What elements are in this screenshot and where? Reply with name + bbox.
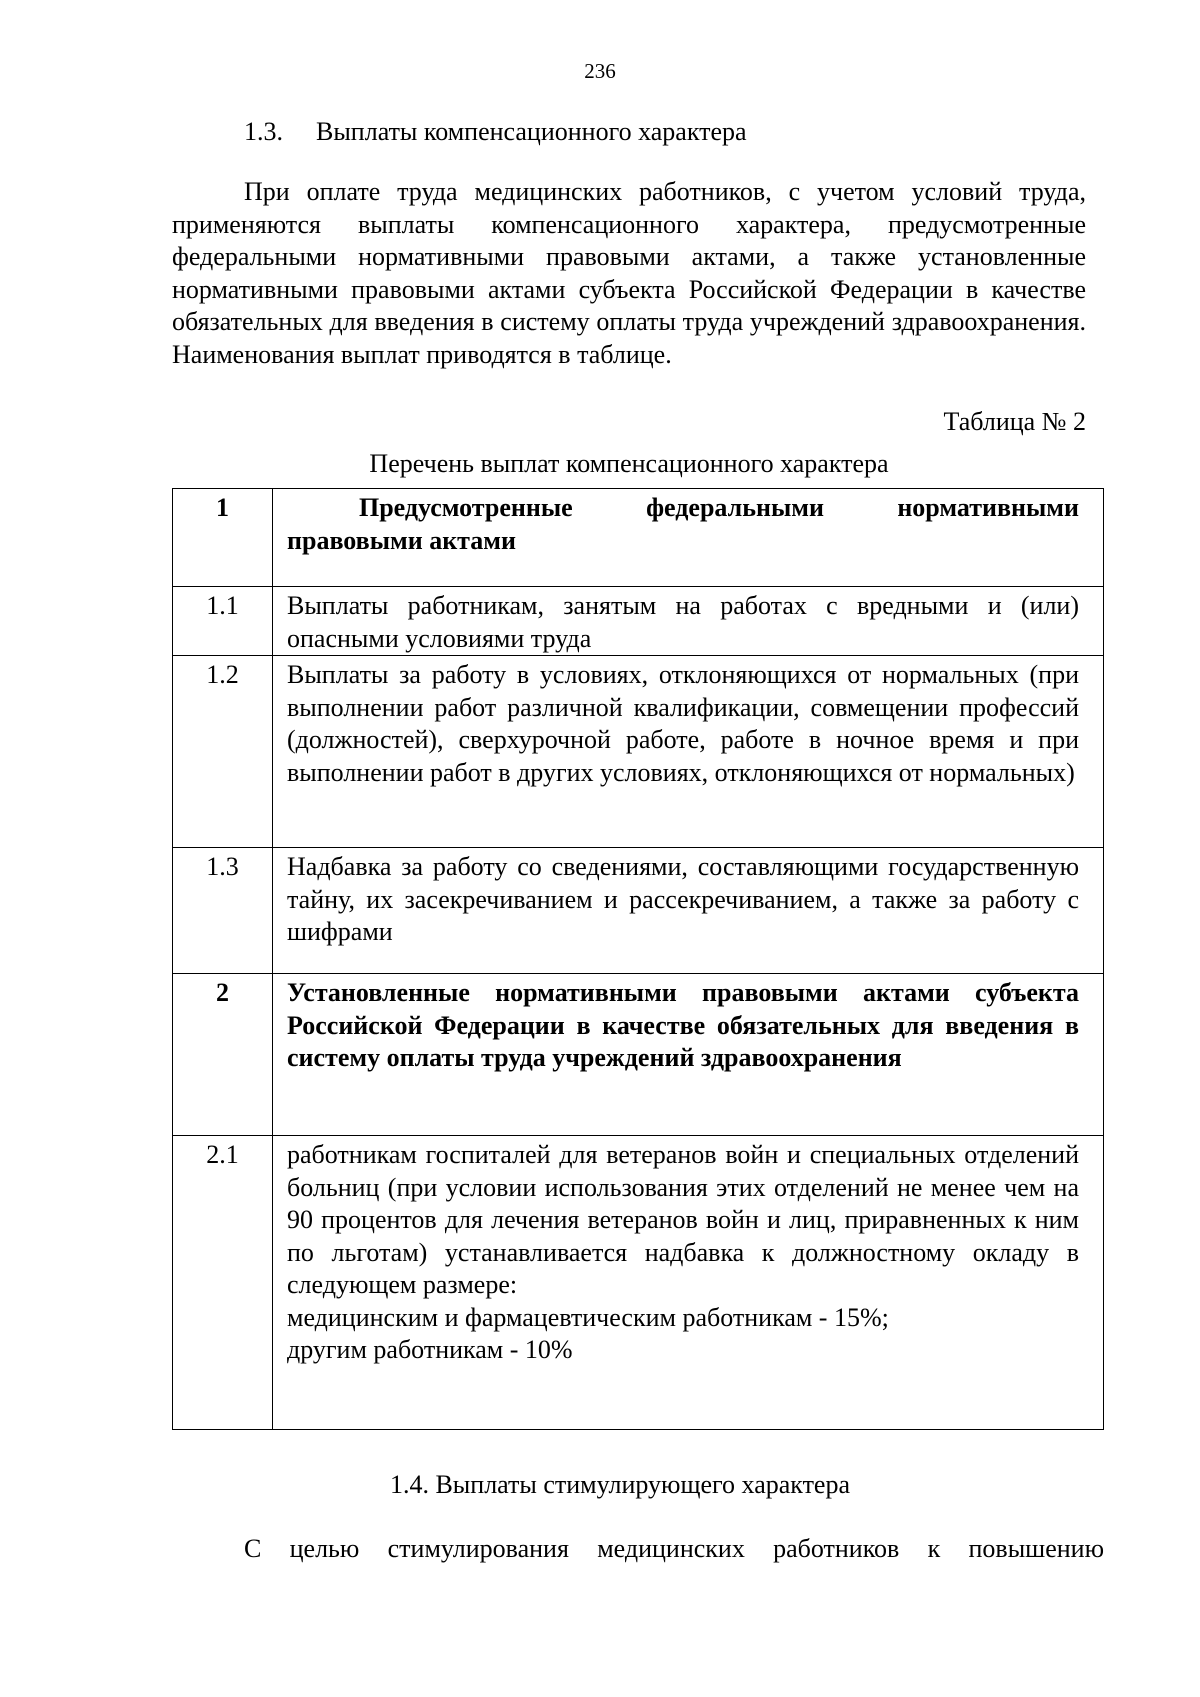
row-text-line-3: другим работникам - 10% <box>287 1335 573 1364</box>
section-title-text: Выплаты компенсационного характера <box>316 117 747 146</box>
row-text: Выплаты работникам, занятым на работах с вредными и (или) опасными условиями труда <box>273 587 1104 656</box>
table-row <box>173 974 1104 1136</box>
table-title: Перечень выплат компенсационного характера <box>369 449 889 478</box>
row-text: Предусмотренные федеральными нормативными правовыми актами <box>273 489 1104 587</box>
subsection-heading: 1.4. Выплаты стимулирующего характера <box>389 1470 851 1499</box>
row-text: Выплаты за работу в условиях, отклоняющихся от нормальных (при выполнении работ различной квалификации, совмещении профессий (должностей), сверхурочной работе, работе в ночное время и при выполнении работ в других условиях, отклоняющихся от нормальных) <box>273 656 1104 848</box>
row-text: Установленные нормативными правовыми актами субъекта Российской Федерации в качестве обязательных для введения в систему оплаты труда учреждений здравоохранения <box>273 974 1104 1136</box>
section-number: 1.3. <box>244 117 283 146</box>
section-heading <box>244 116 747 149</box>
row-number: 2.1 <box>173 1136 273 1430</box>
table-row <box>173 1136 1104 1430</box>
table-row <box>173 656 1104 848</box>
row-text-main: работникам госпиталей для ветеранов войн и специальных отделений больниц (при условии использования этих отделений не менее чем на 90 процентов для лечения ветеранов войн и лиц, приравненных к ним по льготам) устанавливается надбавка к должностному окладу в следующем размере: <box>287 1140 1079 1299</box>
row-number: 2 <box>173 974 273 1136</box>
intro-paragraph: При оплате труда медицинских работников, с учетом условий труда, применяются выплаты компенсационного характера, предусмотренные федеральными нормативными правовыми актами, а также установленные нормативными правовыми актами субъекта Российской Федерации в качестве обязательных для введения в систему оплаты труда учреждений здравоохранения. Наименования выплат приводятся в таблице. <box>172 177 1086 369</box>
row-number: 1 <box>173 489 273 587</box>
row-number: 1.2 <box>173 656 273 848</box>
table-row <box>173 587 1104 656</box>
row-text-line-2: медицинским и фармацевтическим работникам - 15%; <box>287 1302 889 1332</box>
row-text: Надбавка за работу со сведениями, составляющими государственную тайну, их засекречиванием и рассекречиванием, а также за работу с шифрами <box>273 848 1104 974</box>
table-row <box>173 848 1104 974</box>
compensation-payments-table <box>172 488 1104 1430</box>
row-number: 1.3 <box>173 848 273 974</box>
closing-paragraph: С целью стимулирования медицинских работников к повышению <box>244 1534 1104 1563</box>
page-number: 236 <box>584 59 616 83</box>
row-number: 1.1 <box>173 587 273 656</box>
row-text <box>273 1136 1104 1430</box>
table-caption: Таблица № 2 <box>943 407 1086 436</box>
table-row <box>173 489 1104 587</box>
